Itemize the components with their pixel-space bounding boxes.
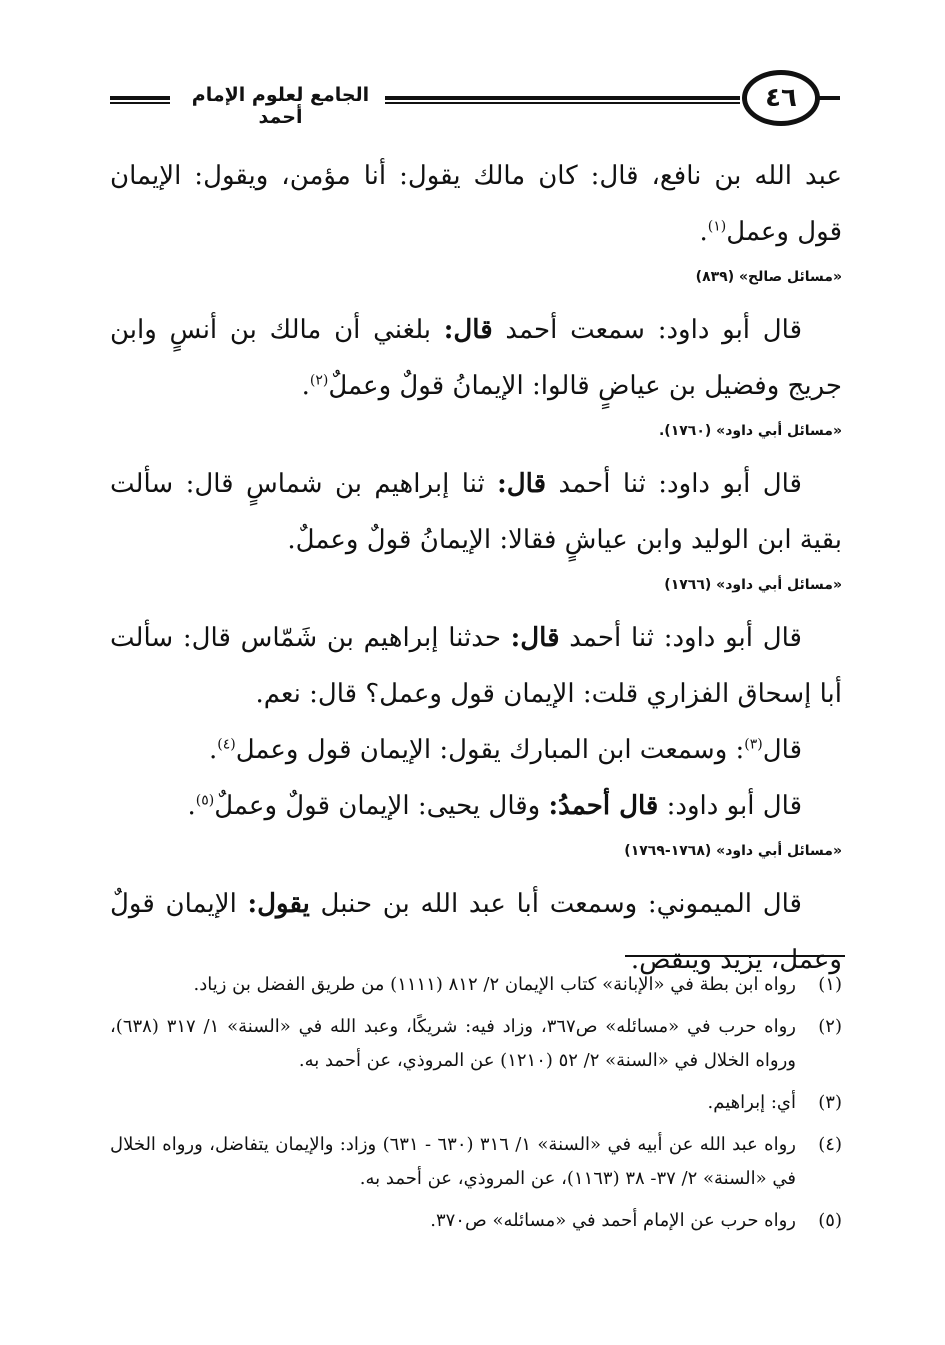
paragraph-4: قال أبو داود: ثنا أحمد قال: حدثنا إبراهيم بن شَمّاس قال: سألت أبا إسحاق الفزاري قلت: الإيمان قول وعمل؟ قال: نعم. — [110, 623, 842, 709]
header-rule-right — [385, 96, 740, 104]
footnote-separator — [625, 955, 845, 957]
paragraph-1: عبد الله بن نافع، قال: كان مالك يقول: أنا مؤمن، ويقول: الإيمان قول وعمل$^{(١)}$. — [110, 161, 842, 247]
footnote-number: (٣) — [818, 1092, 842, 1113]
paragraph-6: قال أبو داود: قال أحمدُ: وقال يحيى: الإيمان قولٌ وعملٌ$^{(٥)}$. — [187, 791, 802, 821]
paragraph-3: قال أبو داود: ثنا أحمد قال: ثنا إبراهيم بن شماسٍ قال: سألت بقية ابن الوليد وابن عياشٍ فقالا: الإيمانُ قولٌ وعملٌ. — [110, 469, 842, 555]
source-citation-3: «مسائل أبي داود» (١٧٦٦) — [664, 577, 842, 593]
paragraph-7: قال الميموني: وسمعت أبا عبد الله بن حنبل يقول: الإيمان قولٌ وعمل، يزيد وينقص. — [110, 889, 842, 975]
footnote-4 — [110, 1128, 842, 1196]
footnote-number: (٤) — [818, 1134, 842, 1155]
source-citation-4: «مسائل أبي داود» (١٧٦٨-١٧٦٩) — [624, 843, 842, 859]
footnote-text: رواه حرب عن الإمام أحمد في «مسائله» ص٣٧٠. — [430, 1210, 796, 1231]
footnote-number: (١) — [818, 974, 842, 995]
footnote-text: رواه عبد الله عن أبيه في «السنة» ١/ ٣١٦ (٦٣٠ - ٦٣١) وزاد: والإيمان يتفاضل، ورواه الخلال في «السنة» ٢/ ٣٧- ٣٨ (١١٦٣)، عن المروذي، عن أحمد به. — [110, 1134, 796, 1189]
page-number: ٤٦ — [742, 70, 820, 126]
footnote-5 — [110, 1204, 842, 1238]
footnote-2 — [110, 1010, 842, 1078]
page-header — [110, 70, 840, 132]
footnotes — [110, 968, 842, 1246]
footnote-text: رواه ابن بطة في «الإبانة» كتاب الإيمان ٢/ ٨١٢ (١١١١) من طريق الفضل بن زياد. — [193, 974, 796, 995]
footnote-text: رواه حرب في «مسائله» ص٣٦٧، وزاد فيه: شريكًا، وعبد الله في «السنة» ١/ ٣١٧ (٦٣٨)، ورواه الخلال في «السنة» ٢/ ٥٢ (١٢١٠) عن المروذي، عن أحمد به. — [110, 1016, 796, 1071]
main-text — [110, 148, 842, 988]
footnote-number: (٢) — [818, 1016, 842, 1037]
footnote-3 — [110, 1086, 842, 1120]
running-title: الجامع لعلوم الإمام أحمد — [191, 84, 370, 128]
footnote-number: (٥) — [818, 1210, 842, 1231]
footnote-1 — [110, 968, 842, 1002]
source-citation-1: «مسائل صالح» (٨٣٩) — [695, 269, 842, 285]
header-rule-tail — [818, 96, 840, 100]
paragraph-5: قال$^{(٣)}$: وسمعت ابن المبارك يقول: الإيمان قول وعمل$^{(٤)}$. — [208, 735, 802, 765]
paragraph-2: قال أبو داود: سمعت أحمد قال: بلغني أن مالك بن أنسٍ وابن جريج وفضيل بن عياضٍ قالوا: الإيمانُ قولٌ وعملٌ$^{(٢)}$. — [110, 315, 842, 401]
header-rule-left — [110, 96, 170, 104]
footnote-text: أي: إبراهيم. — [707, 1092, 796, 1113]
source-citation-2: «مسائل أبي داود» (١٧٦٠). — [658, 423, 842, 439]
